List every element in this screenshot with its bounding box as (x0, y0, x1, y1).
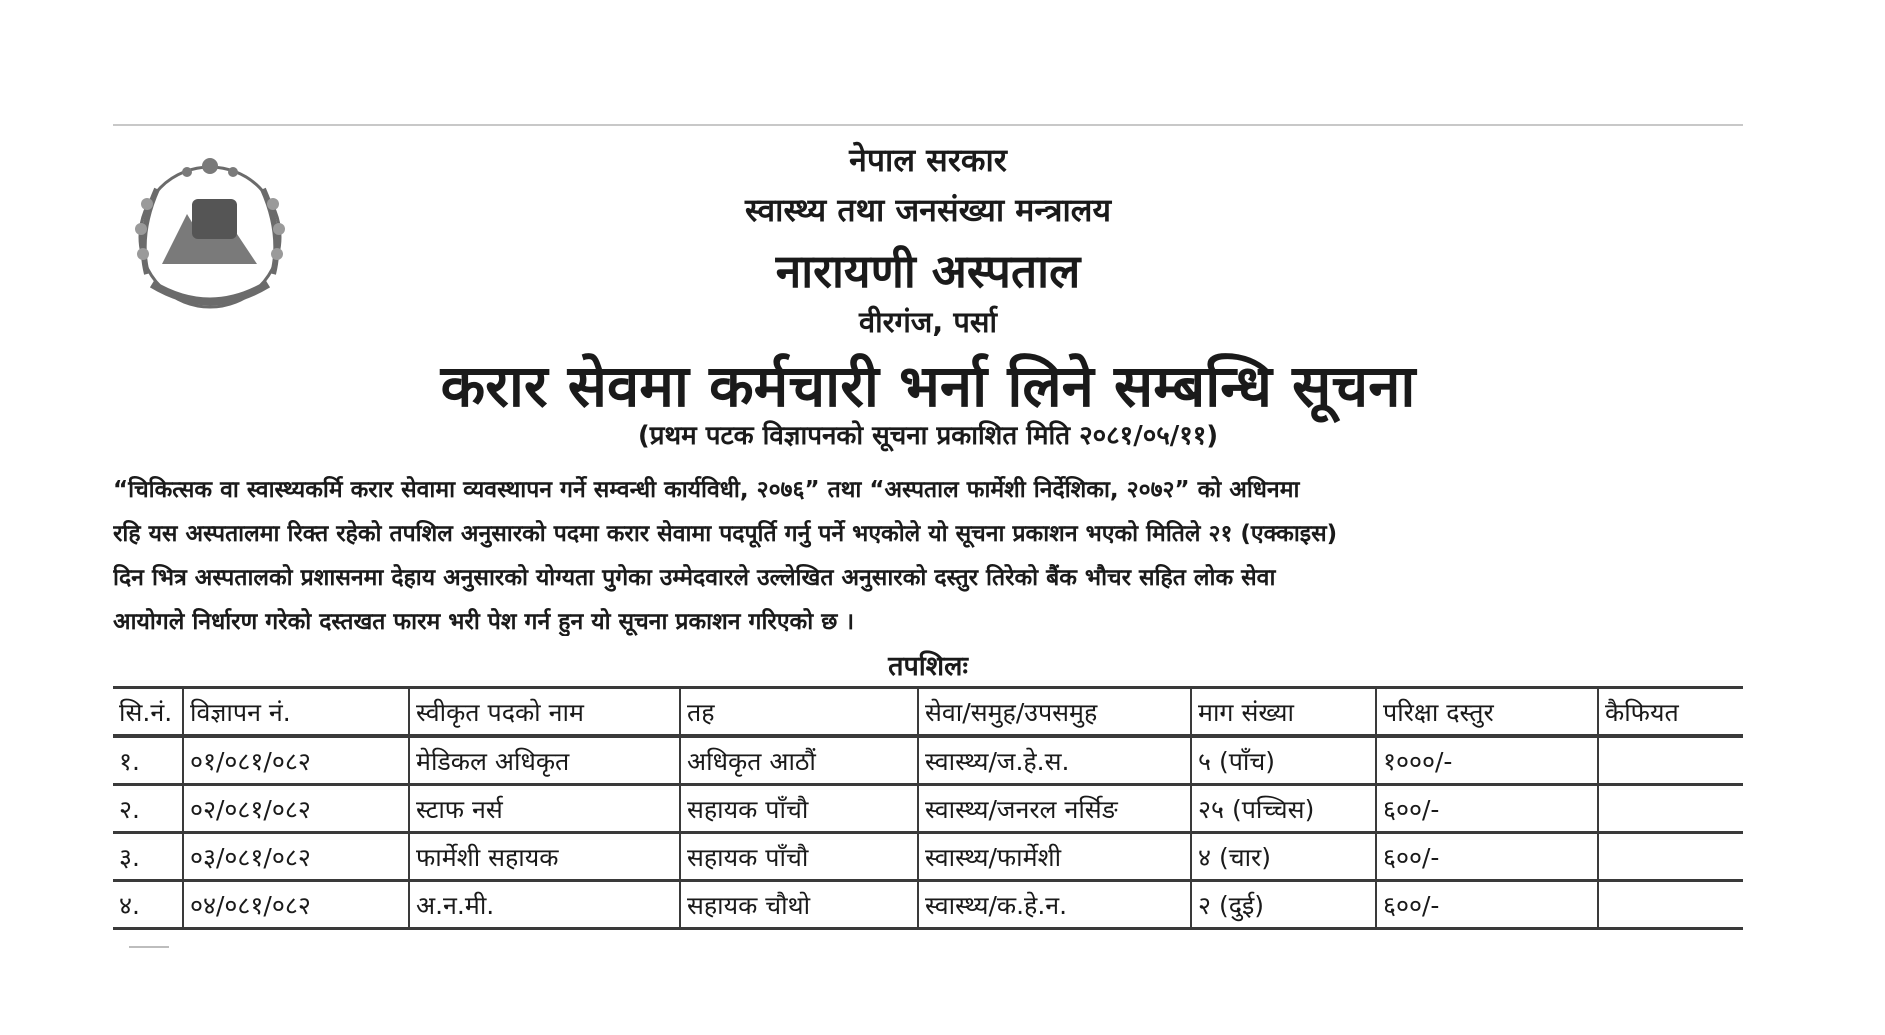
table-cell: अ.न.मी. (409, 881, 680, 929)
table-cell (1598, 736, 1743, 785)
table-cell (1598, 833, 1743, 881)
table-cell: २ (दुई) (1191, 881, 1376, 929)
table-cell: सहायक चौथो (680, 881, 918, 929)
ministry-name: स्वास्थ्य तथा जनसंख्या मन्त्रालय (744, 191, 1112, 229)
notice-body-line: दिन भित्र अस्पतालको प्रशासनमा देहाय अनुसारको योग्यता पुगेका उम्मेदवारले उल्लेखित अनुसारको दस्तुर तिरेको बैंक भौचर सहित लोक सेवा (113, 565, 1276, 591)
table-cell: ४ (चार) (1191, 833, 1376, 881)
vacancy-table-wrapper (113, 686, 1743, 930)
table-cell (1598, 881, 1743, 929)
column-header: परिक्षा दस्तुर (1376, 688, 1598, 737)
table-cell: १. (113, 736, 183, 785)
table-cell: स्वास्थ्य/फार्मेशी (918, 833, 1191, 881)
vacancy-table (113, 686, 1743, 930)
table-cell: ०४/०८१/०८२ (183, 881, 409, 929)
top-divider (113, 124, 1743, 126)
table-header-row (113, 688, 1743, 737)
table-cell: ६००/- (1376, 833, 1598, 881)
table-cell: ५ (पाँच) (1191, 736, 1376, 785)
bottom-scan-mark (129, 946, 169, 948)
table-cell: ४. (113, 881, 183, 929)
table-cell: ०१/०८१/०८२ (183, 736, 409, 785)
notice-subtitle: (प्रथम पटक विज्ञापनको सूचना प्रकाशित मिति २०८१/०५/११) (637, 421, 1219, 451)
table-cell: ६००/- (1376, 881, 1598, 929)
table-row (113, 785, 1743, 833)
hospital-name: नारायणी अस्पताल (775, 244, 1081, 298)
table-cell: अधिकृत आठौं (680, 736, 918, 785)
table-cell: ०३/०८१/०८२ (183, 833, 409, 881)
table-cell: सहायक पाँचौ (680, 785, 918, 833)
table-cell (1598, 785, 1743, 833)
table-cell: स्टाफ नर्स (409, 785, 680, 833)
column-header: तह (680, 688, 918, 737)
column-header: सेवा/समुह/उपसमुह (918, 688, 1191, 737)
table-cell: ६००/- (1376, 785, 1598, 833)
table-cell: ०२/०८१/०८२ (183, 785, 409, 833)
table-row (113, 881, 1743, 929)
table-row (113, 736, 1743, 785)
notice-body-line: रहि यस अस्पतालमा रिक्त रहेको तपशिल अनुसारको पदमा करार सेवामा पदपूर्ति गर्नु पर्ने भएकोले यो सूचना प्रकाशन भएको मितिले २१ (एक्काइस) (113, 521, 1338, 547)
column-header: स्वीकृत पदको नाम (409, 688, 680, 737)
table-cell: २. (113, 785, 183, 833)
column-header: सि.नं. (113, 688, 183, 737)
table-cell: स्वास्थ्य/क.हे.न. (918, 881, 1191, 929)
government-name: नेपाल सरकार (849, 141, 1007, 179)
hospital-location: वीरगंज, पर्सा (858, 305, 998, 339)
notice-document (113, 124, 1743, 944)
notice-body-line: “चिकित्सक वा स्वास्थ्यकर्मि करार सेवामा व्यवस्थापन गर्ने सम्वन्धी कार्यविधी, २०७६” तथा “अस्पताल फार्मेशी निर्देशिका, २०७२” को अधिनमा (113, 477, 1300, 503)
column-header: विज्ञापन नं. (183, 688, 409, 737)
table-cell: स्वास्थ्य/जनरल नर्सिङ (918, 785, 1191, 833)
column-header: माग संख्या (1191, 688, 1376, 737)
table-heading: तपशिलः (888, 651, 968, 682)
table-cell: ३. (113, 833, 183, 881)
table-cell: सहायक पाँचौ (680, 833, 918, 881)
table-cell: स्वास्थ्य/ज.हे.स. (918, 736, 1191, 785)
table-cell: २५ (पच्चिस) (1191, 785, 1376, 833)
table-cell: मेडिकल अधिकृत (409, 736, 680, 785)
notice-title: करार सेवमा कर्मचारी भर्ना लिने सम्बन्धि सूचना (440, 352, 1416, 420)
table-row (113, 833, 1743, 881)
notice-body-line: आयोगले निर्धारण गरेको दस्तखत फारम भरी पेश गर्न हुन यो सूचना प्रकाशन गरिएको छ । (113, 609, 855, 635)
table-cell: फार्मेशी सहायक (409, 833, 680, 881)
table-cell: १०००/- (1376, 736, 1598, 785)
column-header: कैफियत (1598, 688, 1743, 737)
